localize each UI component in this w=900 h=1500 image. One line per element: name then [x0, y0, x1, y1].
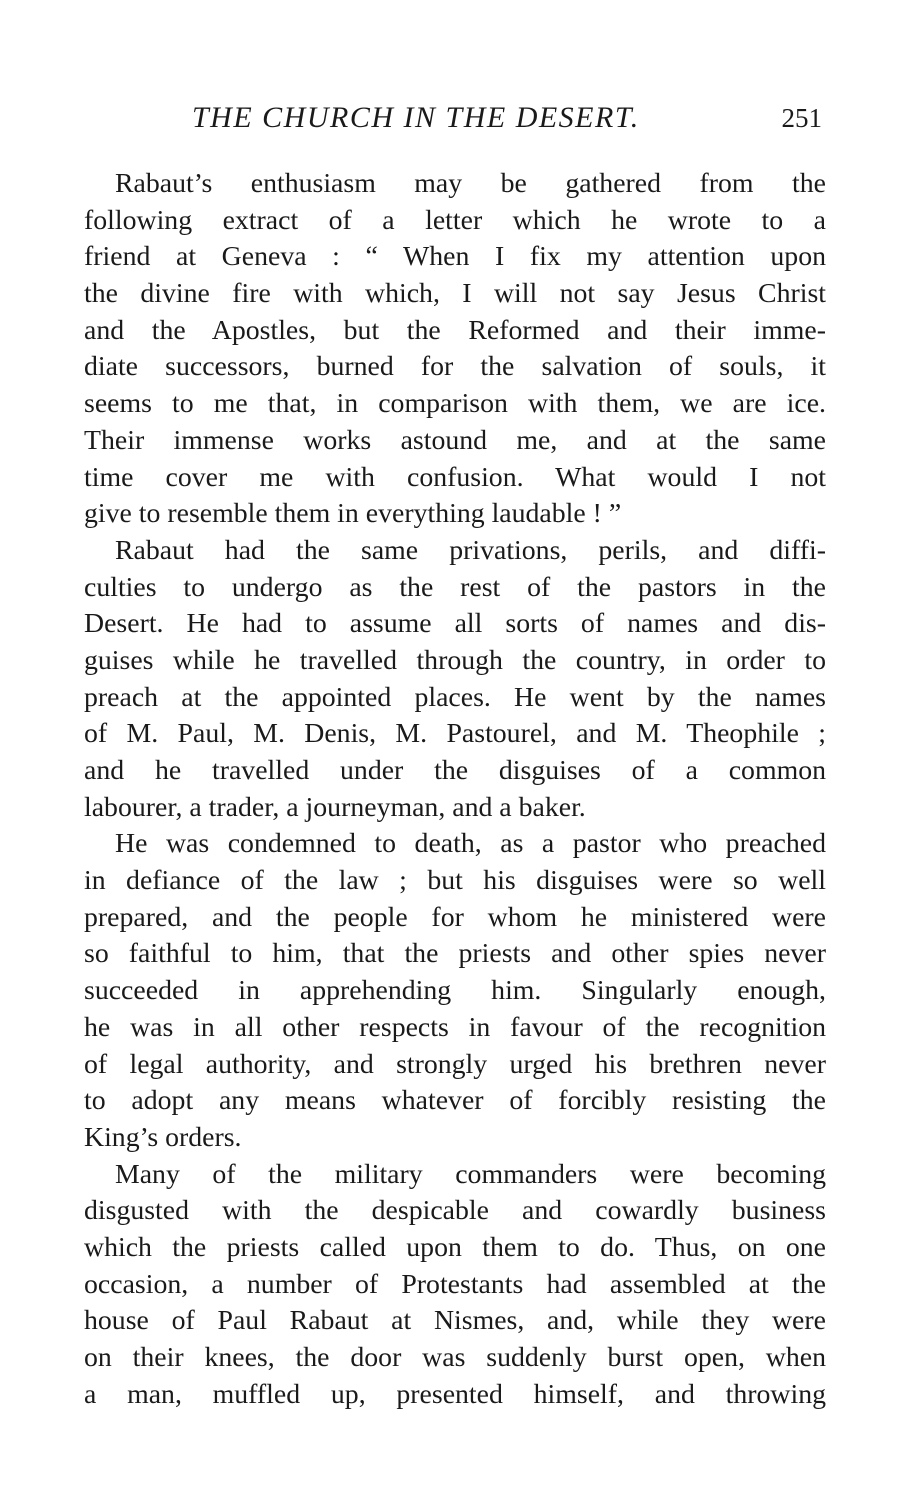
text-line: diate successors, burned for the salvation of souls, it	[84, 351, 826, 383]
text-line: succeeded in apprehending him. Singularly enough,	[84, 975, 826, 1007]
text-line: seems to me that, in comparison with them, we are ice.	[84, 388, 826, 420]
text-line: guises while he travelled through the country, in order to	[84, 644, 826, 676]
text-line: house of Paul Rabaut at Nismes, and, while they were	[84, 1305, 826, 1337]
text-line: give to resemble them in everything laudable ! ”	[84, 498, 622, 530]
text-line: Their immense works astound me, and at the same	[84, 424, 826, 456]
text-line: Rabaut had the same privations, perils, and diffi-	[115, 534, 826, 566]
text-line: he was in all other respects in favour of the recognition	[84, 1011, 826, 1043]
text-line: He was condemned to death, as a pastor who preached	[115, 828, 826, 860]
text-line: prepared, and the people for whom he ministered were	[84, 901, 826, 933]
text-line: friend at Geneva : “ When I fix my attention upon	[84, 241, 826, 273]
text-line: Many of the military commanders were becoming	[115, 1158, 826, 1190]
paragraph-3	[84, 826, 826, 1156]
text-line: so faithful to him, that the priests and other spies never	[84, 938, 826, 970]
running-head	[84, 98, 826, 138]
text-line: and he travelled under the disguises of a common	[84, 755, 826, 786]
page-number: 251	[781, 103, 822, 133]
text-line: a man, muffled up, presented himself, and throwing	[84, 1378, 826, 1410]
text-line: following extract of a letter which he wrote to a	[84, 204, 826, 236]
text-line: of legal authority, and strongly urged his brethren never	[84, 1048, 826, 1080]
paragraph-2	[84, 533, 826, 827]
running-title: THE CHURCH IN THE DESERT.	[192, 101, 640, 134]
text-line: Rabaut’s enthusiasm may be gathered from the	[115, 168, 826, 199]
text-line: which the priests called upon them to do. Thus, on one	[84, 1231, 826, 1263]
paragraph-1	[84, 166, 826, 533]
text-line: labourer, a trader, a journeyman, and a baker.	[84, 791, 586, 823]
text-line: time cover me with confusion. What would I not	[84, 461, 826, 493]
text-line: Desert. He had to assume all sorts of names and dis-	[84, 608, 826, 640]
text-line: on their knees, the door was suddenly burst open, when	[84, 1342, 826, 1373]
text-line: culties to undergo as the rest of the pastors in the	[84, 571, 826, 603]
text-line: in defiance of the law ; but his disguises were so well	[84, 865, 826, 897]
text-line: preach at the appointed places. He went by the names	[84, 681, 826, 713]
paragraph-4	[84, 1157, 826, 1414]
text-line: the divine fire with which, I will not say Jesus Christ	[84, 278, 826, 310]
text-line: to adopt any means whatever of forcibly resisting the	[84, 1085, 826, 1117]
text-line: occasion, a number of Protestants had assembled at the	[84, 1268, 826, 1300]
text-line: of M. Paul, M. Denis, M. Pastourel, and M. Theophile ;	[84, 718, 826, 750]
body-text	[84, 166, 826, 1413]
text-line: and the Apostles, but the Reformed and their imme-	[84, 314, 826, 346]
text-line: King’s orders.	[84, 1121, 242, 1153]
text-line: disgusted with the despicable and cowardly business	[84, 1195, 826, 1227]
